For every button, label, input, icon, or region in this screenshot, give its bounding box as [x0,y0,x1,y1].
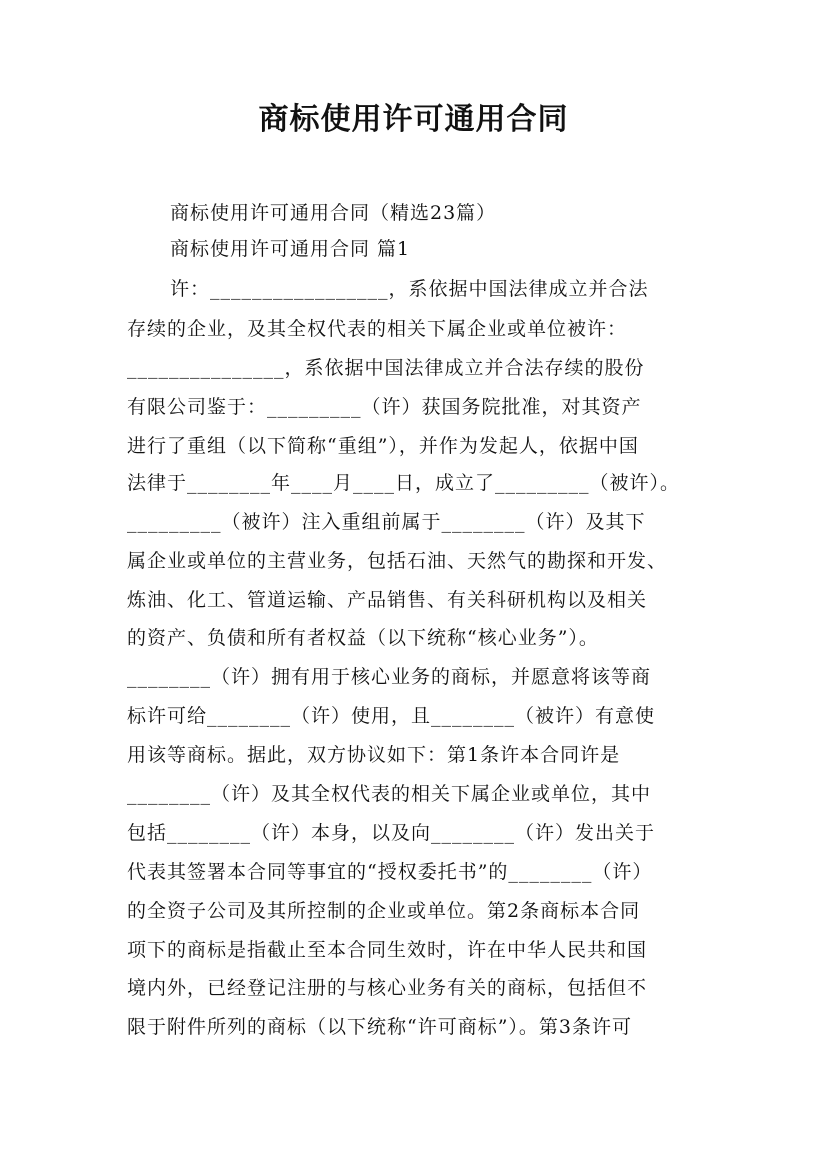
body-line: 的资产、负债和所有者权益（以下统称“核心业务”）。 [127,627,599,649]
body-line: 法律于________年____月____日，成立了_________（被许）。 [127,472,681,494]
body-line: 许：_________________，系依据中国法律成立并合法 [170,278,649,300]
article-heading: 商标使用许可通用合同 篇1 [170,238,411,260]
body-line: 包括________（许）本身，以及向________（许）发出关于 [127,822,656,844]
body-line: 用该等商标。据此，双方协议如下：第1条许本合同许是 [127,744,621,766]
body-line: 项下的商标是指截止至本合同生效时，许在中华人民共和国 [127,939,648,961]
body-line: _________（被许）注入重组前属于________（许）及其下 [127,511,646,533]
body-line: 的全资子公司及其所控制的企业或单位。第2条商标本合同 [127,900,641,922]
body-line: 炼油、化工、管道运输、产品销售、有关科研机构以及相关 [127,589,648,611]
body-line: 限于附件所列的商标（以下统称“许可商标”）。第3条许可 [127,1016,633,1038]
document-title: 商标使用许可通用合同 [258,102,569,137]
body-line: 属企业或单位的主营业务，包括石油、天然气的勘探和开发、 [127,550,668,572]
body-line: 标许可给________（许）使用，且________（被许）有意使 [127,705,656,727]
body-line: 有限公司鉴于：_________（许）获国务院批准，对其资产 [127,396,642,418]
body-line: _______________，系依据中国法律成立并合法存续的股份 [127,357,645,379]
body-line: 进行了重组（以下简称“重组”），并作为发起人，依据中国 [127,435,639,457]
body-line: 存续的企业，及其全权代表的相关下属企业或单位被许： [127,318,628,340]
body-line: 代表其签署本合同等事宜的“授权委托书”的________（许） [127,861,653,883]
body-line: ________（许）拥有用于核心业务的商标，并愿意将该等商 [127,666,652,688]
body-line: ________（许）及其全权代表的相关下属企业或单位，其中 [127,783,652,805]
body-line: 境内外，已经登记注册的与核心业务有关的商标，包括但不 [127,977,648,999]
document-subtitle: 商标使用许可通用合同（精选23篇） [170,202,497,224]
